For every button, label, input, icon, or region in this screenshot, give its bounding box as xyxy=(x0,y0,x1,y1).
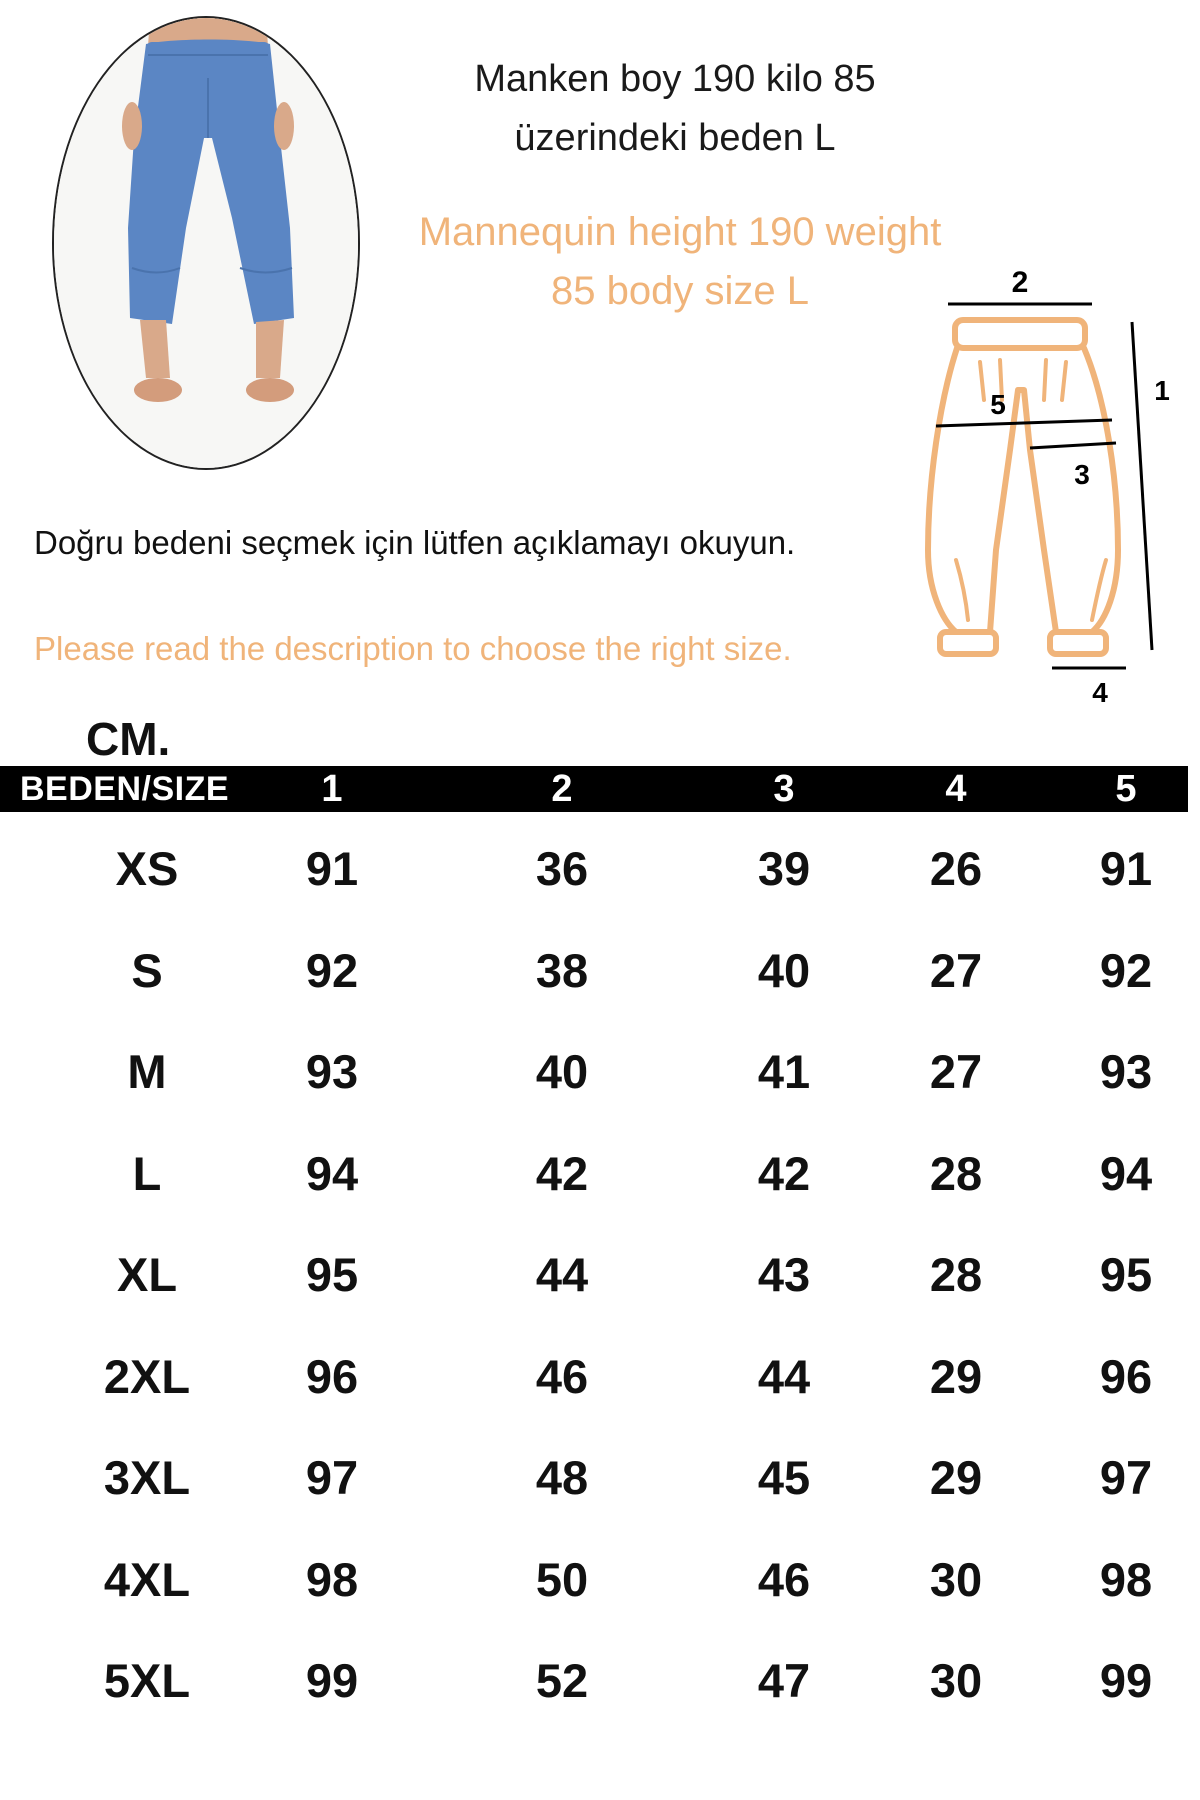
header-col-1: 1 xyxy=(321,768,343,810)
value-cell: 93 xyxy=(1099,1045,1153,1098)
size-cell: 4XL xyxy=(103,1552,191,1606)
value-cell: 30 xyxy=(929,1552,983,1606)
header-col-5: 5 xyxy=(1115,768,1137,810)
value-cell: 91 xyxy=(305,842,359,895)
value-cell: 38 xyxy=(535,943,589,997)
value-cell: 95 xyxy=(1099,1248,1153,1301)
value-cell: 48 xyxy=(535,1451,589,1504)
size-cell: M xyxy=(127,1045,167,1098)
value-cell: 97 xyxy=(1099,1451,1153,1504)
value-cell: 99 xyxy=(1099,1654,1153,1707)
value-cell: 30 xyxy=(929,1654,983,1707)
header-col-4: 4 xyxy=(945,768,967,810)
value-cell: 96 xyxy=(1099,1349,1153,1403)
product-photo xyxy=(52,16,360,470)
header-col-2: 2 xyxy=(551,768,573,810)
value-cell: 99 xyxy=(305,1654,359,1707)
value-cell: 28 xyxy=(929,1146,983,1200)
value-cell: 40 xyxy=(757,943,811,997)
size-cell: 2XL xyxy=(103,1349,191,1403)
value-cell: 91 xyxy=(1099,842,1153,895)
instruction-en: Please read the description to choose the right size. xyxy=(34,630,792,667)
model-note-tr-line-1: Manken boy 190 kilo 85 xyxy=(474,58,876,100)
value-cell: 94 xyxy=(1099,1146,1153,1200)
table-row xyxy=(0,1650,1200,1752)
size-cell: 3XL xyxy=(103,1451,191,1504)
value-cell: 39 xyxy=(757,842,811,895)
measurement-diagram xyxy=(900,250,1180,710)
instruction-tr: Doğru bedeni seçmek için lütfen açıklamayı okuyun. xyxy=(34,524,796,561)
value-cell: 41 xyxy=(757,1045,811,1098)
value-cell: 47 xyxy=(757,1654,811,1707)
size-cell: 5XL xyxy=(103,1654,191,1707)
model-note-en-line-1: Mannequin height 190 weight xyxy=(418,210,942,254)
value-cell: 42 xyxy=(535,1146,589,1200)
diagram-label-4: 4 xyxy=(1092,677,1108,708)
diagram-label-2: 2 xyxy=(1011,266,1029,299)
value-cell: 45 xyxy=(757,1451,811,1504)
value-cell: 44 xyxy=(757,1349,811,1403)
diagram-label-3: 3 xyxy=(1074,459,1090,490)
value-cell: 46 xyxy=(757,1552,811,1606)
size-cell: XS xyxy=(115,842,179,895)
value-cell: 36 xyxy=(535,842,589,895)
value-cell: 92 xyxy=(1099,943,1153,997)
value-cell: 93 xyxy=(305,1045,359,1098)
value-cell: 26 xyxy=(929,842,983,895)
value-cell: 27 xyxy=(929,1045,983,1098)
value-cell: 92 xyxy=(305,943,359,997)
value-cell: 96 xyxy=(305,1349,359,1403)
header-size-label: BEDEN/SIZE xyxy=(20,770,230,808)
diagram-label-5: 5 xyxy=(990,389,1006,420)
value-cell: 52 xyxy=(535,1654,589,1707)
header-col-3: 3 xyxy=(773,768,795,810)
value-cell: 97 xyxy=(305,1451,359,1504)
value-cell: 95 xyxy=(305,1248,359,1301)
value-cell: 27 xyxy=(929,943,983,997)
value-cell: 44 xyxy=(535,1248,589,1301)
value-cell: 40 xyxy=(535,1045,589,1098)
size-cell: L xyxy=(132,1146,162,1200)
value-cell: 28 xyxy=(929,1248,983,1301)
pants-photo-illustration xyxy=(54,18,358,468)
value-cell: 43 xyxy=(757,1248,811,1301)
value-cell: 46 xyxy=(535,1349,589,1403)
value-cell: 42 xyxy=(757,1146,811,1200)
diagram-label-1: 1 xyxy=(1154,375,1170,406)
size-cell: S xyxy=(131,943,163,997)
value-cell: 98 xyxy=(1099,1552,1153,1606)
size-table xyxy=(0,838,1200,1752)
table-header xyxy=(0,766,1188,812)
unit-label: CM. xyxy=(86,713,171,765)
model-note-en-line-2: 85 body size L xyxy=(551,269,809,313)
value-cell: 50 xyxy=(535,1552,589,1606)
model-note-tr-line-2: üzerindeki beden L xyxy=(514,117,836,159)
value-cell: 29 xyxy=(929,1451,983,1504)
value-cell: 29 xyxy=(929,1349,983,1403)
value-cell: 98 xyxy=(305,1552,359,1606)
value-cell: 94 xyxy=(305,1146,359,1200)
size-cell: XL xyxy=(116,1248,178,1301)
